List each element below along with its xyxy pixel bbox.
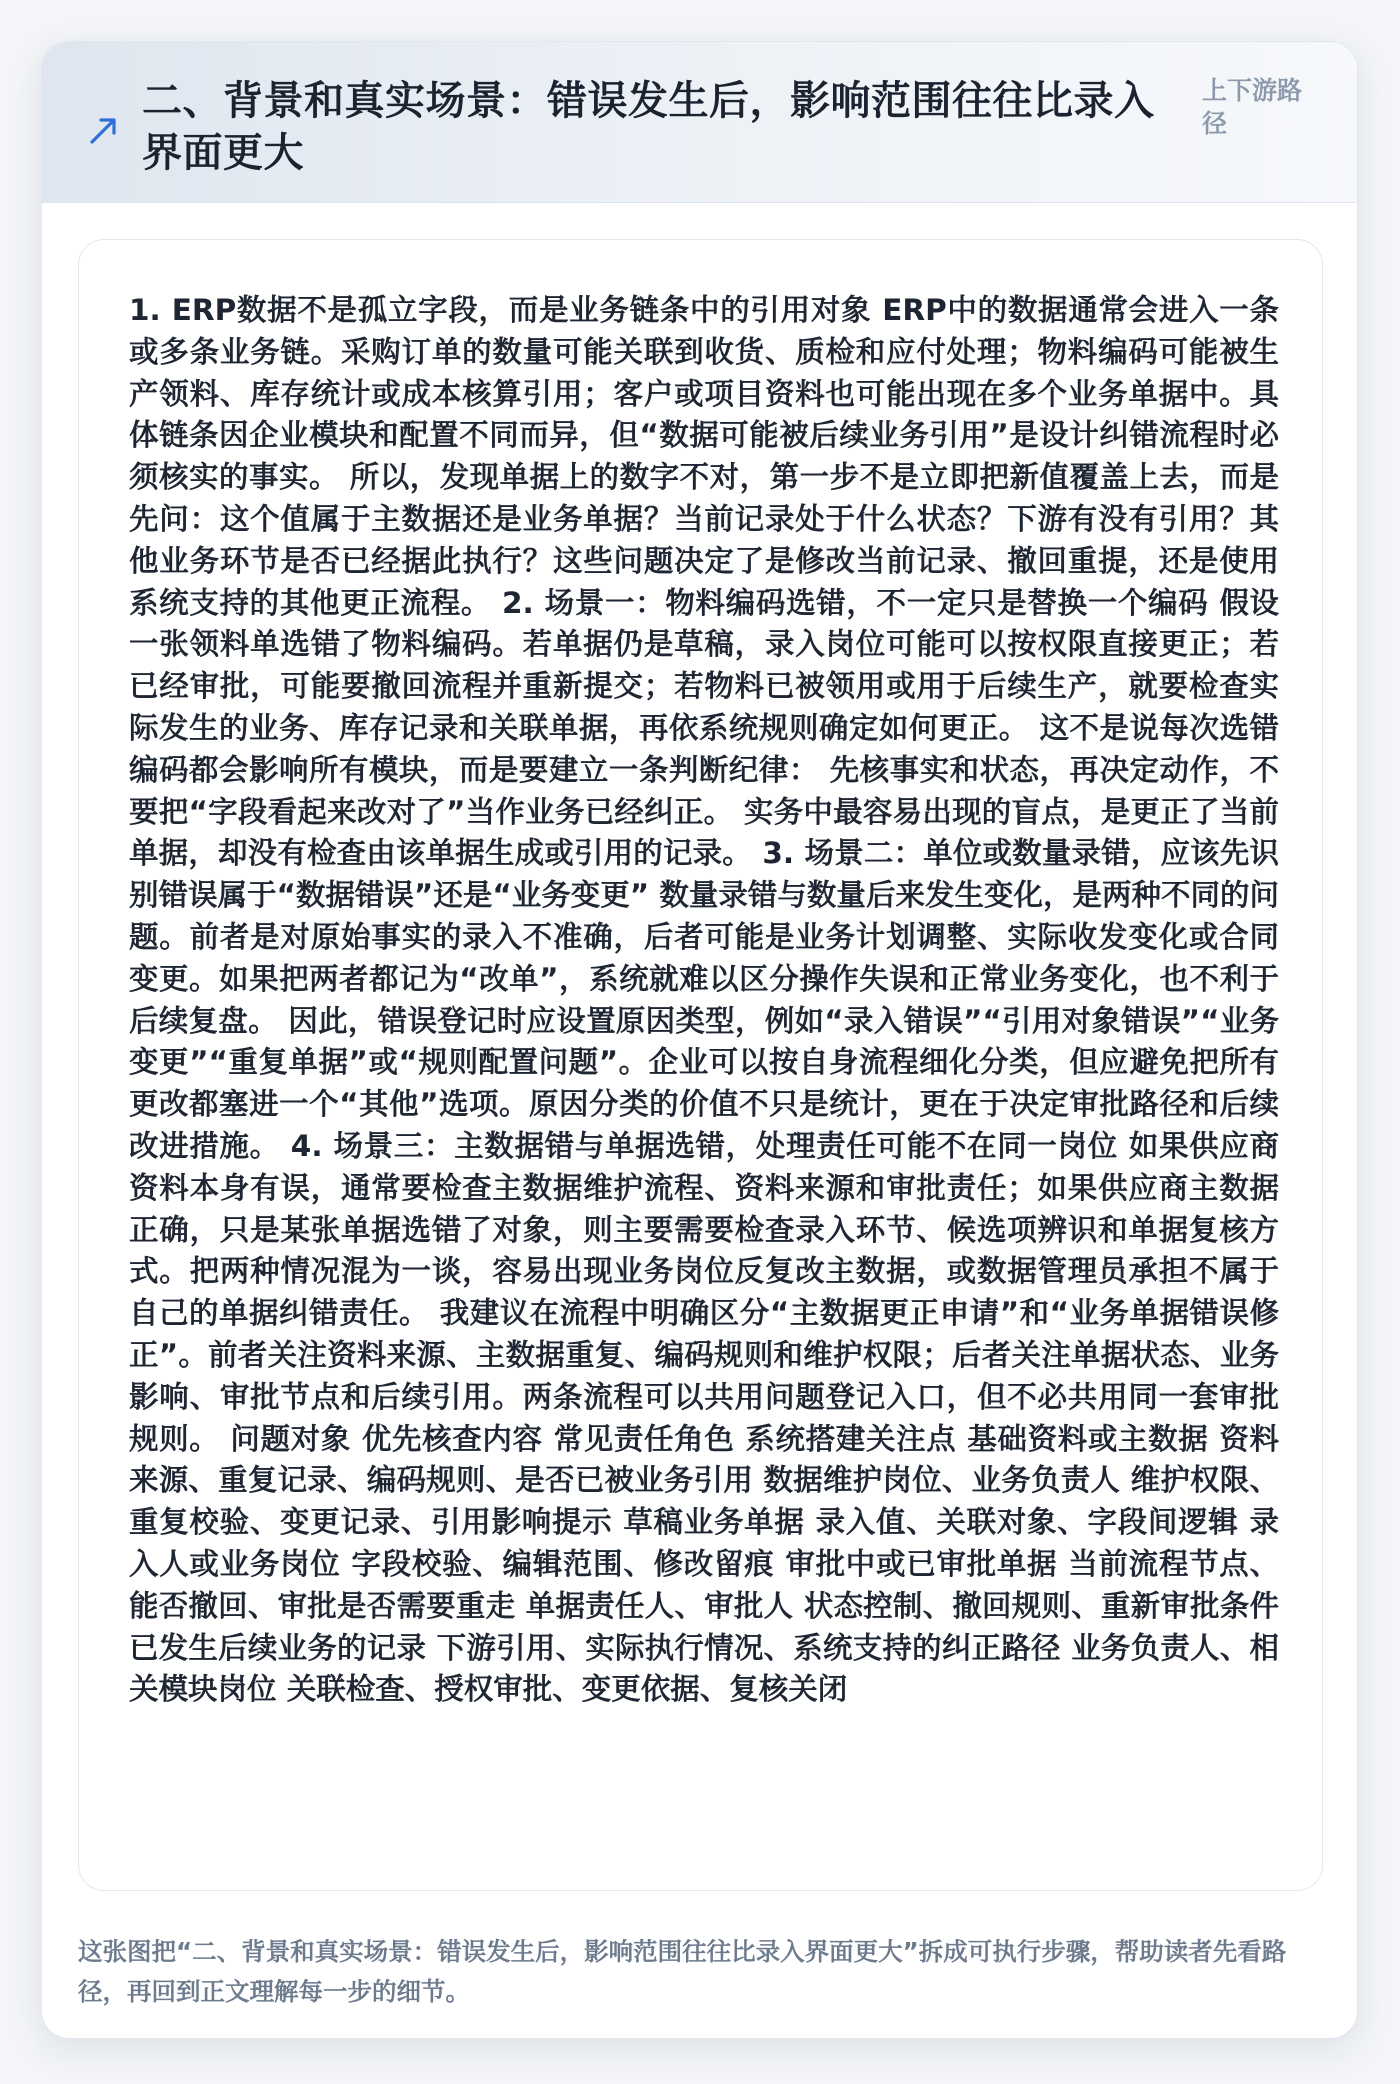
path-tag: 上下游路径 [1202, 76, 1303, 138]
content-box [78, 239, 1323, 1891]
article-card [41, 41, 1358, 2039]
section-title: 二、背景和真实场景：错误发生后，影响范围往往比录入界面更大 [142, 78, 1155, 176]
card-header [42, 42, 1357, 203]
figure-caption: 这张图把“二、背景和真实场景：错误发生后，影响范围往往比录入界面更大”拆成可执行步骤，帮助读者先看路径，再回到正文理解每一步的细节。 [78, 1937, 1287, 2006]
body-text: 1. ERP数据不是孤立字段，而是业务链条中的引用对象 ERP中的数据通常会进入一条或多条业务链。采购订单的数量可能关联到收货、质检和应付处理；物料编码可能被生产领料、库存统计或成本核算引用；客户或项目资料也可能出现在多个业务单据中。具体链条因企业模块和配置不同而异，但“数据可能被后续业务引用”是设计纠错流程时必须核实的事实。 所以，发现单据上的数字不对，第一步不是立即把新值覆盖上去，而是先问：这个值属于主数据还是业务单据？当前记录处于什么状态？下游有没有引用？其他业务环节是否已经据此执行？这些问题决定了是修改当前记录、撤回重提，还是使用系统支持的其他更正流程。 2. 场景一：物料编码选错，不一定只是替换一个编码 假设一张领料单选错了物料编码。若单据仍是草稿，录入岗位可能可以按权限直接更正；若已经审批，可能要撤回流程并重新提交；若物料已被领用或用于后续生产，就要检查实际发生的业务、库存记录和关联单据，再依系统规则确定如何更正。 这不是说每次选错编码都会影响所有模块，而是要建立一条判断纪律： 先核事实和状态，再决定动作，不要把“字段看起来改对了”当作业务已经纠正。 实务中最容易出现的盲点，是更正了当前单据，却没有检查由该单据生成或引用的记录。 3. 场景二：单位或数量录错，应该先识别错误属于“数据错误”还是“业务变更” 数量录错与数量后来发生变化，是两种不同的问题。前者是对原始事实的录入不准确，后者可能是业务计划调整、实际收发变化或合同变更。如果把两者都记为“改单”，系统就难以区分操作失误和正常业务变化，也不利于后续复盘。 因此，错误登记时应设置原因类型，例如“录入错误”“引用对象错误”“业务变更”“重复单据”或“规则配置问题”。企业可以按自身流程细化分类，但应避免把所有更改都塞进一个“其他”选项。原因分类的价值不只是统计，更在于决定审批路径和后续改进措施。 4. 场景三：主数据错与单据选错，处理责任可能不在同一岗位 如果供应商资料本身有误，通常要检查主数据维护流程、资料来源和审批责任；如果供应商主数据正确，只是某张单据选错了对象，则主要需要检查录入环节、候选项辨识和单据复核方式。把两种情况混为一谈，容易出现业务岗位反复改主数据，或数据管理员承担不属于自己的单据纠错责任。 我建议在流程中明确区分“主数据更正申请”和“业务单据错误修正”。前者关注资料来源、主数据重复、编码规则和维护权限；后者关注单据状态、业务影响、审批节点和后续引用。两条流程可以共用问题登记入口，但不必共用同一套审批规则。 问题对象 优先核查内容 常见责任角色 系统搭建关注点 基础资料或主数据 资料来源、重复记录、编码规则、是否已被业务引用 数据维护岗位、业务负责人 维护权限、重复校验、变更记录、引用影响提示 草稿业务单据 录入值、关联对象、字段间逻辑 录入人或业务岗位 字段校验、编辑范围、修改留痕 审批中或已审批单据 当前流程节点、能否撤回、审批是否需要重走 单据责任人、审批人 状态控制、撤回规则、重新审批条件 已发生后续业务的记录 下游引用、实际执行情况、系统支持的纠正路径 业务负责人、相关模块岗位 关联检查、授权审批、变更依据、复核关闭 [129, 293, 1279, 1707]
arrow-up-right-icon [84, 110, 124, 150]
